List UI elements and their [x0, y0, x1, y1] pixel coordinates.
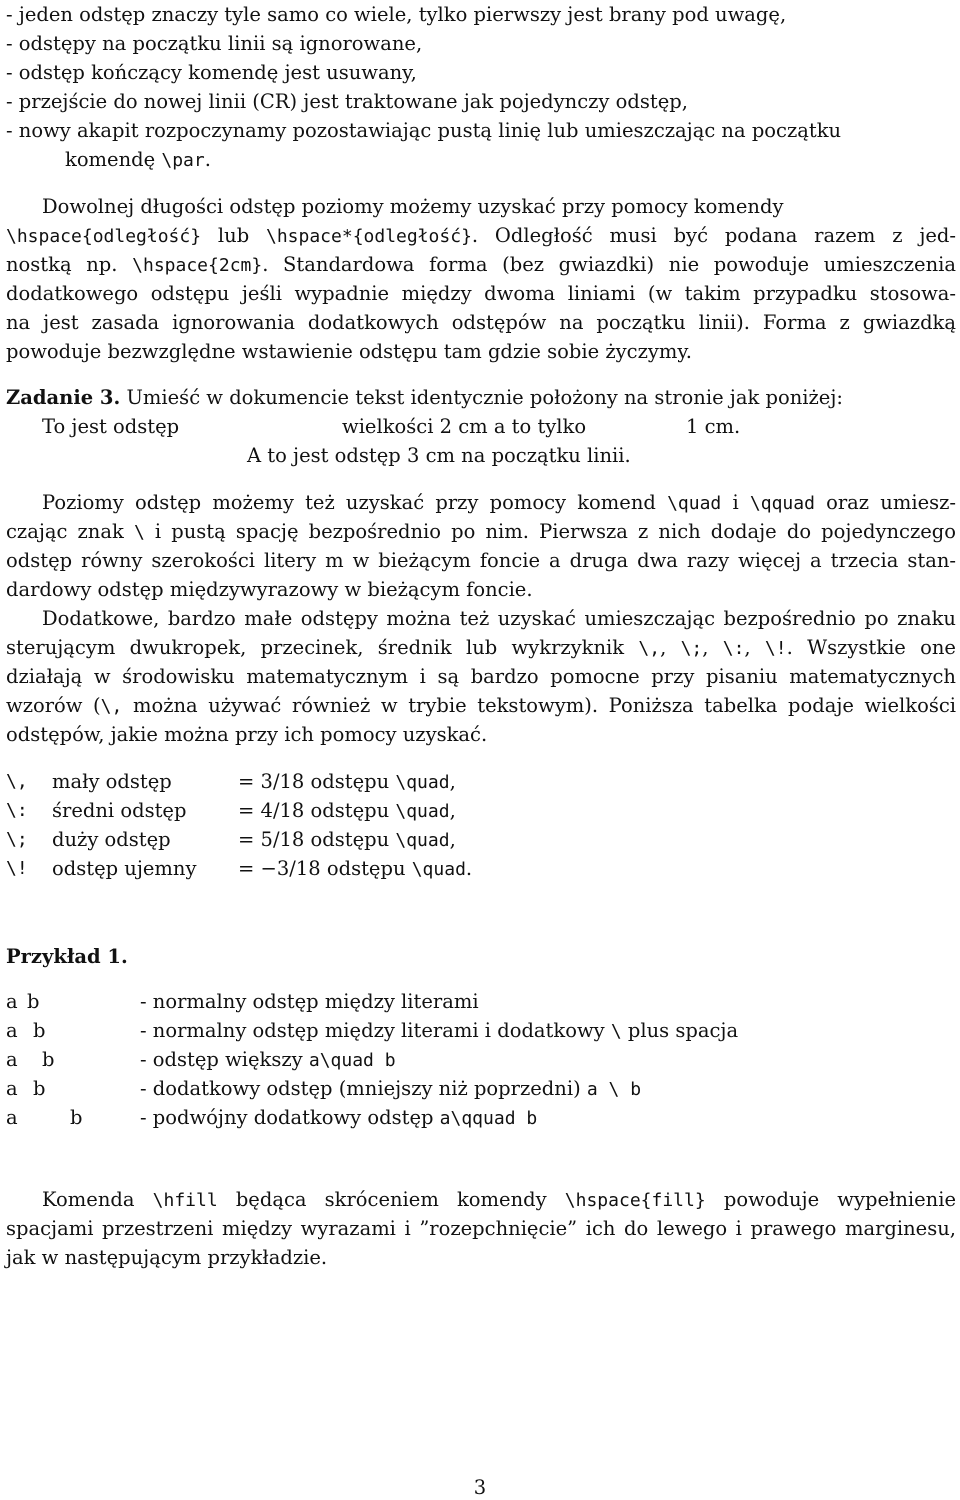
paragraph-line: spacjami przestrzeni między wyrazami i ”rozepchnięcie” ich do lewego i prawego marginesu,	[6, 1217, 956, 1240]
example-letter: a	[6, 1048, 18, 1071]
paragraph-line: na jest zasada ignorowania dodatkowych odstępów na początku linii). Forma z gwiazdką	[6, 311, 956, 334]
example-letter: b	[27, 990, 40, 1013]
example-text: 1 cm.	[686, 415, 741, 438]
bullet-item	[6, 29, 422, 58]
table-cell-command: \:	[6, 800, 28, 821]
table-cell-value: = 5/18 odstępu \quad,	[238, 828, 456, 851]
table-cell-name: odstęp ujemny	[52, 857, 197, 880]
page-number: 3	[473, 1476, 487, 1499]
paragraph-line: odstępów, jakie można przy ich pomocy uzyskać.	[6, 723, 488, 746]
example-description: - normalny odstęp między literami	[140, 990, 479, 1013]
example-letter: a	[6, 1106, 18, 1129]
example-heading: Przykład 1.	[6, 945, 128, 968]
example-letter: a	[6, 1077, 18, 1100]
paragraph-line: jak w następującym przykładzie.	[6, 1246, 328, 1269]
paragraph-line: powoduje bezwzględne wstawienie odstępu tam gdzie sobie życzymy.	[6, 340, 692, 363]
example-letter: b	[70, 1106, 83, 1129]
exercise-label: Zadanie 3.	[6, 386, 121, 409]
paragraph-line: \hspace{odległość} lub \hspace*{odległość}. Odległość musi być podana razem z jed-	[6, 224, 956, 247]
paragraph-line: wzorów (\, można używać również w trybie tekstowym). Poniższa tabelka podaje wielkości	[6, 694, 956, 717]
paragraph-line: czając znak \ i pustą spację bezpośrednio po nim. Pierwsza z nich dodaje do pojedynczego	[6, 520, 956, 543]
example-description: - podwójny dodatkowy odstęp a\qquad b	[140, 1106, 538, 1129]
paragraph-line: nostką np. \hspace{2cm}. Standardowa forma (bez gwiazdki) nie powoduje umieszczenia	[6, 253, 956, 276]
example-description: - dodatkowy odstęp (mniejszy niż poprzedni) a \ b	[140, 1077, 642, 1100]
table-cell-name: duży odstęp	[52, 828, 171, 851]
paragraph-line: odstęp równy szerokości litery m w bieżącym foncie a druga dwa razy więcej a trzecia stan-	[6, 549, 956, 572]
example-description: - odstęp większy a\quad b	[140, 1048, 396, 1071]
example-text: To jest odstęp	[42, 415, 180, 438]
bullet-text: - odstępy na początku linii są ignorowane,	[6, 32, 423, 55]
bullet-item	[6, 58, 417, 87]
code-par: \par	[161, 150, 205, 171]
paragraph-line: działają w środowisku matematycznym i są bardzo pomocne przy pisaniu matematycznych	[6, 665, 956, 688]
example-text: wielkości 2 cm a to tylko	[342, 415, 587, 438]
table-cell-value: = 4/18 odstępu \quad,	[238, 799, 456, 822]
table-cell-command: \!	[6, 858, 28, 879]
bullet-text: - nowy akapit rozpoczynamy pozostawiając pustą linię lub umieszczając na początku	[6, 119, 842, 142]
paragraph-line: Dodatkowe, bardzo małe odstępy można też uzyskać umieszczając bezpośrednio po znaku	[42, 607, 956, 630]
paragraph-line: sterującym dwukropek, przecinek, średnik lub wykrzyknik \,, \;, \:, \!. Wszystkie one	[6, 636, 956, 659]
example-letter: b	[42, 1048, 55, 1071]
table-cell-value: = −3/18 odstępu \quad.	[238, 857, 473, 880]
paragraph-line: Poziomy odstęp możemy też uzyskać przy pomocy komend \quad i \qquad oraz umiesz-	[42, 491, 956, 514]
paragraph-line: Komenda \hfill będąca skróceniem komendy \hspace{fill} powoduje wypełnienie	[42, 1188, 957, 1211]
paragraph-line: Dowolnej długości odstęp poziomy możemy uzyskać przy pomocy komendy	[42, 195, 784, 218]
bullet-text: - przejście do nowej linii (CR) jest traktowane jak pojedynczy odstęp,	[6, 90, 688, 113]
bullet-text: - odstęp kończący komendę jest usuwany,	[6, 61, 417, 84]
example-letter: a	[6, 1019, 18, 1042]
paragraph-line: dodatkowego odstępu jeśli wypadnie między dwoma liniami (w takim przypadku stosowa-	[6, 282, 956, 305]
example-letter: a	[6, 990, 18, 1013]
table-cell-name: średni odstęp	[52, 799, 187, 822]
table-cell-command: \,	[6, 771, 28, 792]
example-description: - normalny odstęp między literami i dodatkowy \ plus spacja	[140, 1019, 739, 1042]
document-page	[6, 0, 956, 1500]
example-letter: b	[33, 1019, 46, 1042]
table-cell-command: \;	[6, 829, 28, 850]
table-cell-name: mały odstęp	[52, 770, 172, 793]
bullet-item-continuation: komendę \par.	[65, 148, 211, 171]
bullet-item	[6, 0, 786, 29]
exercise-heading: Zadanie 3. Umieść w dokumencie tekst identycznie położony na stronie jak poniżej:	[6, 386, 843, 409]
example-text: A to jest odstęp 3 cm na początku linii.	[247, 444, 631, 467]
bullet-item	[6, 116, 841, 145]
bullet-text: - jeden odstęp znaczy tyle samo co wiele, tylko pierwszy jest brany pod uwagę,	[6, 3, 787, 26]
example-letter: b	[33, 1077, 46, 1100]
table-cell-value: = 3/18 odstępu \quad,	[238, 770, 456, 793]
bullet-item	[6, 87, 688, 116]
paragraph-line: dardowy odstęp międzywyrazowy w bieżącym foncie.	[6, 578, 533, 601]
